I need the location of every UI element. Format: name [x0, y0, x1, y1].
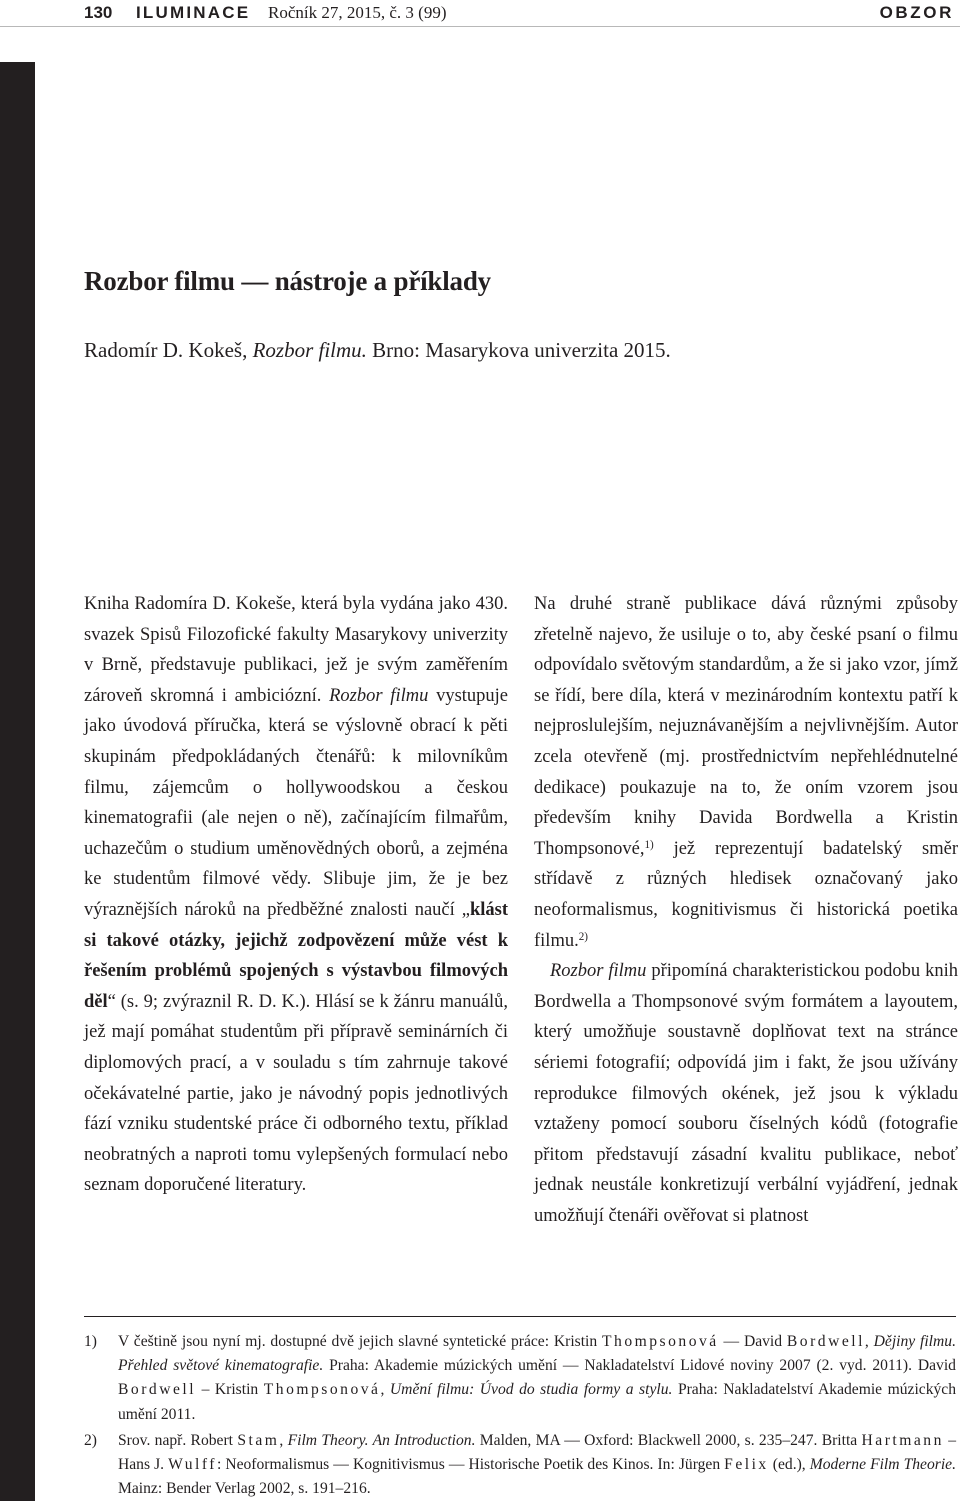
book-title-italic: Moderne Film Theorie. [809, 1456, 956, 1474]
right-column [534, 589, 958, 1231]
footnote-1: 1) V češtině jsou nyní mj. dostupné dvě jejich slavné syntetické práce: Kristin Thompsonová — David Bordwell, Dějiny filmu. Přehled světové kinematografie. Praha: Akademie múzických umění — Nakladatelství Lidové noviny 2007 (2. vyd. 2011). David Bordwell – Kristin Thompsonová, Umění filmu: Úvod do studia formy a stylu. Praha: Nakladatelství Akademie múzických umění 2011. [84, 1330, 956, 1427]
book-citation [84, 338, 671, 363]
footnote-number: 1) [84, 1333, 97, 1350]
author-name: Felix [724, 1456, 769, 1474]
author-name: Thompsonová [602, 1333, 719, 1350]
running-header [0, 0, 960, 27]
citation-author: Radomír D. Kokeš, [84, 338, 248, 362]
emphasized-quote: klást si takové otázky, jejichž zodpovězení může vést k řešením problémů spojených s výstavbou filmových děl [84, 899, 508, 1012]
footnote-ref-2[interactable]: 2) [578, 930, 588, 943]
footnote-ref-1[interactable]: 1) [644, 838, 654, 851]
body-text: připomíná charakteristickou podobu knih Bordwella a Thompsonové svým formátem a layoutem, který umožňuje soustavně doplňovat text na stránce sériemi fotografií; odpovídá jim i fakt, že jsou užívány reprodukce filmových okének, jež jsou k výkladu vztaženy pomocí souboru číselných kódů (fotografie přitom představují zásadní kvalitu publikace, neboť jednak neustále konkretizují verbální vyjádření, jednak umožňují čtenáři ověřovat si platnost [534, 961, 958, 1226]
book-title-italic: Rozbor filmu [329, 685, 429, 706]
body-text: “ (s. 9; zvýraznil R. D. K.). Hlásí se k žánru manuálů, jež mají pomáhat studentům při přípravě seminárních či diplomových prací, a v souladu s tím zahrnuje takové očekávatelné partie, jako je návodný popis jednotlivých fází vzniku studentské práce či odborného textu, příklad neobratných a naproti tomu vylepšených formulací nebo seznam doporučené literatury. [84, 991, 508, 1196]
citation-publisher: Brno: Masarykova univerzita 2015. [372, 338, 671, 362]
left-column [84, 589, 508, 1201]
author-name: Bordwell [118, 1381, 197, 1399]
body-text: Kniha Radomíra D. Kokeše, která byla vydána jako 430. svazek Spisů Filozofické fakulty Masarykovy univerzity v Brně, představuje publikaci, jež je svým zaměřením zároveň skromná i ambiciózní. [84, 594, 508, 706]
author-name: Thompsonová [263, 1381, 381, 1399]
footnote-number: 2) [84, 1432, 97, 1449]
article-title: Rozbor filmu — nástroje a příklady [84, 266, 491, 296]
author-name: Bordwell [786, 1333, 865, 1350]
footnote-2: 2) Srov. např. Robert Stam, Film Theory. An Introduction. Malden, MA — Oxford: Blackwell 2000, s. 235–247. Britta Hartmann – Hans J. Wulff: Neoformalismus — Kognitivismus — Historische Poetik des Kinos. In: Jürgen Felix (ed.), Moderne Film Theorie. Mainz: Bender Verlag 2002, s. 191–216. [84, 1429, 956, 1502]
footnote-divider [84, 1316, 956, 1317]
right-paragraph-2 [534, 956, 958, 1231]
issue-info: Ročník 27, 2015, č. 3 (99) [268, 3, 447, 22]
sidebar-bar [0, 62, 35, 1501]
book-title-italic: Rozbor filmu [550, 961, 647, 982]
author-name: Stam [237, 1432, 280, 1449]
journal-name: ILUMINACE [136, 3, 251, 22]
page-number: 130 [84, 3, 113, 22]
author-name: Wulff [168, 1456, 217, 1474]
author-name: Hartmann [861, 1432, 944, 1449]
left-paragraph [84, 589, 508, 1201]
book-title-italic: Film Theory. An Introduction. [287, 1432, 476, 1449]
citation-book-title: Rozbor filmu. [252, 338, 367, 362]
body-text: Na druhé straně publikace dává různými způsoby zřetelně najevo, že usiluje o to, aby české psaní o filmu odpovídalo světovým standardům, a že si jako vzor, jímž se řídí, bere díla, která v mezinárodním kontextu patří k nejproslulejším, nejuznávanějším a nejvlivnějším. Autor zcela otevřeně (mj. prostřednictvím nepřehlédnutelné dedikace) poukazuje na to, že oním vzorem jsou především knihy Davida Bordwella a Kristin Thompsonové, [534, 594, 958, 859]
book-title-italic: Umění filmu: Úvod do studia formy a stylu. [389, 1381, 673, 1399]
right-paragraph-1 [534, 589, 958, 956]
book-title-italic: Dějiny filmu. Přehled světové kinematografie. [118, 1333, 956, 1375]
body-text: jež reprezentují badatelský směr střídavě z různých hledisek označovaný jako neoformalismus, kognitivismus či historická poetika filmu. [534, 838, 958, 951]
section-name: OBZOR [879, 3, 954, 22]
body-text: vystupuje jako úvodová příručka, která se výslovně obrací k pěti skupinám předpokládaných čtenářů: k milovníkům filmu, zájemcům o hollywoodskou a českou kinematografii (ale nejen o ně), začínajícím filmařům, uchazečům o studium uměnovědných oborů, a zejména ke studentům filmové vědy. Slibuje jim, že je bez výraznějších nároků na předběžné znalosti naučí „ [84, 685, 509, 920]
